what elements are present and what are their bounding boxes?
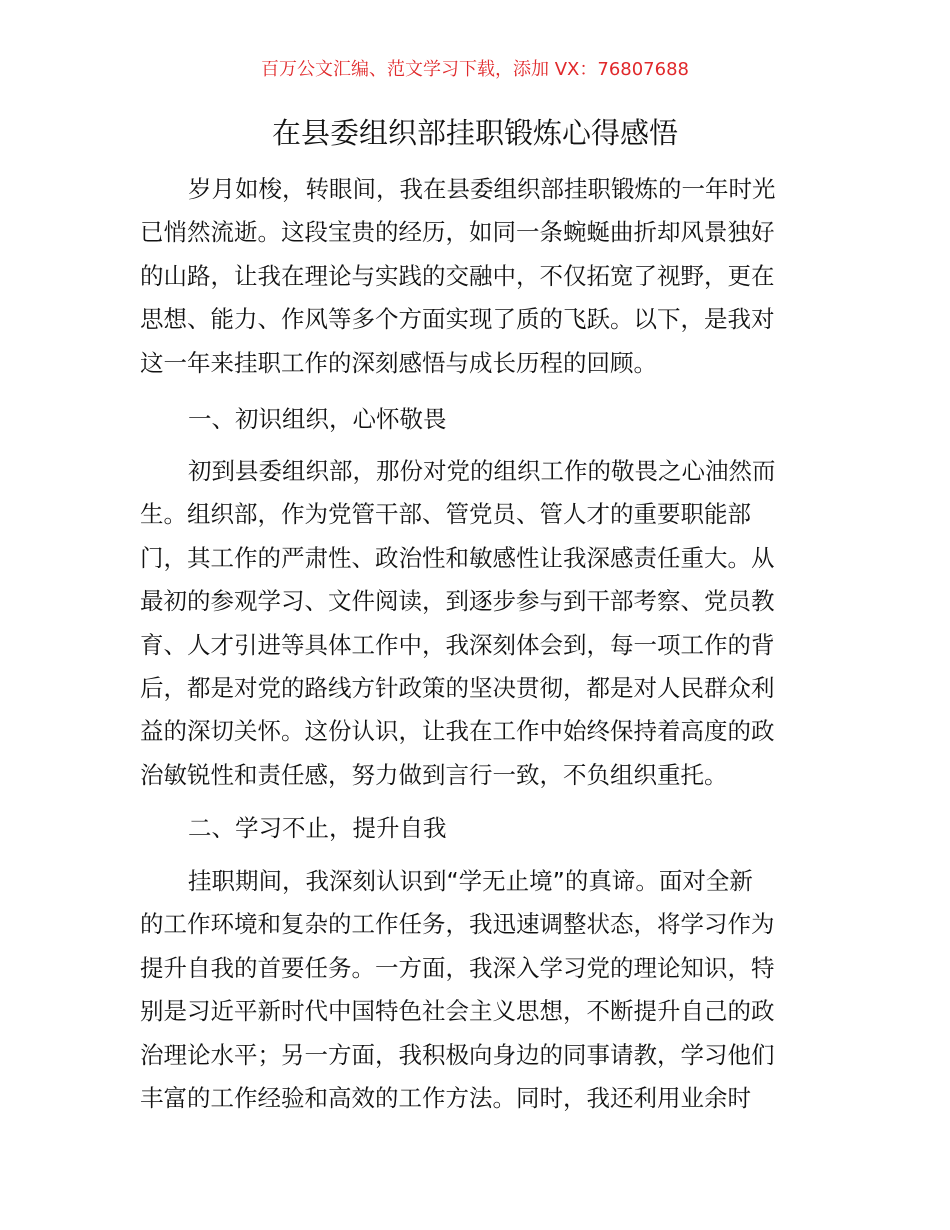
document-title: 在县委组织部挂职锻炼心得感悟 bbox=[271, 116, 678, 150]
text-line: 挂职期间，我深刻认识到“学无止境”的真谛。面对全新 bbox=[188, 867, 753, 895]
text-line: 益的深切关怀。这份认识，让我在工作中始终保持着高度的政 bbox=[140, 717, 775, 746]
text-line: 初到县委组织部，那份对党的组织工作的敬畏之心油然而 bbox=[188, 457, 776, 485]
text-line: 生。组织部，作为党管干部、管党员、管人才的重要职能部 bbox=[140, 500, 751, 529]
text-line: 思想、能力、作风等多个方面实现了质的飞跃。以下，是我对 bbox=[140, 305, 775, 334]
paragraph-2 bbox=[140, 450, 820, 797]
heading-text: 一、初识组织，心怀敬畏 bbox=[188, 405, 447, 433]
text-line: 后，都是对党的路线方针政策的坚决贯彻，都是对人民群众利 bbox=[140, 673, 775, 702]
text-line: 育、人才引进等具体工作中，我深刻体会到，每一项工作的背 bbox=[140, 630, 775, 659]
text-line: 治理论水平；另一方面，我积极向身边的同事请教，学习他们 bbox=[140, 1040, 775, 1069]
text-line: 提升自我的首要任务。一方面，我深入学习党的理论知识，特 bbox=[140, 953, 775, 982]
watermark-header: 百万公文汇编、范文学习下载，添加 VX：76807688 bbox=[261, 59, 689, 80]
text-line: 治敏锐性和责任感，努力做到言行一致，不负组织重托。 bbox=[140, 760, 728, 789]
text-line: 这一年来挂职工作的深刻感悟与成长历程的回顾。 bbox=[140, 348, 657, 377]
section-heading-1 bbox=[140, 398, 820, 441]
text-line: 的工作环境和复杂的工作任务，我迅速调整状态，将学习作为 bbox=[140, 910, 775, 939]
text-line: 岁月如梭，转眼间，我在县委组织部挂职锻炼的一年时光 bbox=[188, 175, 776, 203]
text-line: 的山路，让我在理论与实践的交融中，不仅拓宽了视野，更在 bbox=[140, 261, 775, 290]
heading-text: 二、学习不止，提升自我 bbox=[188, 814, 447, 842]
paragraph-1 bbox=[140, 168, 820, 385]
paragraph-3 bbox=[140, 860, 820, 1120]
text-line: 门，其工作的严肃性、政治性和敏感性让我深感责任重大。从 bbox=[140, 543, 775, 572]
text-line: 别是习近平新时代中国特色社会主义思想，不断提升自己的政 bbox=[140, 997, 775, 1026]
text-line: 已悄然流逝。这段宝贵的经历，如同一条蜿蜒曲折却风景独好 bbox=[140, 218, 775, 247]
section-heading-2 bbox=[140, 807, 820, 850]
text-line: 丰富的工作经验和高效的工作方法。同时，我还利用业余时 bbox=[140, 1083, 751, 1112]
text-line: 最初的参观学习、文件阅读，到逐步参与到干部考察、党员教 bbox=[140, 587, 775, 616]
